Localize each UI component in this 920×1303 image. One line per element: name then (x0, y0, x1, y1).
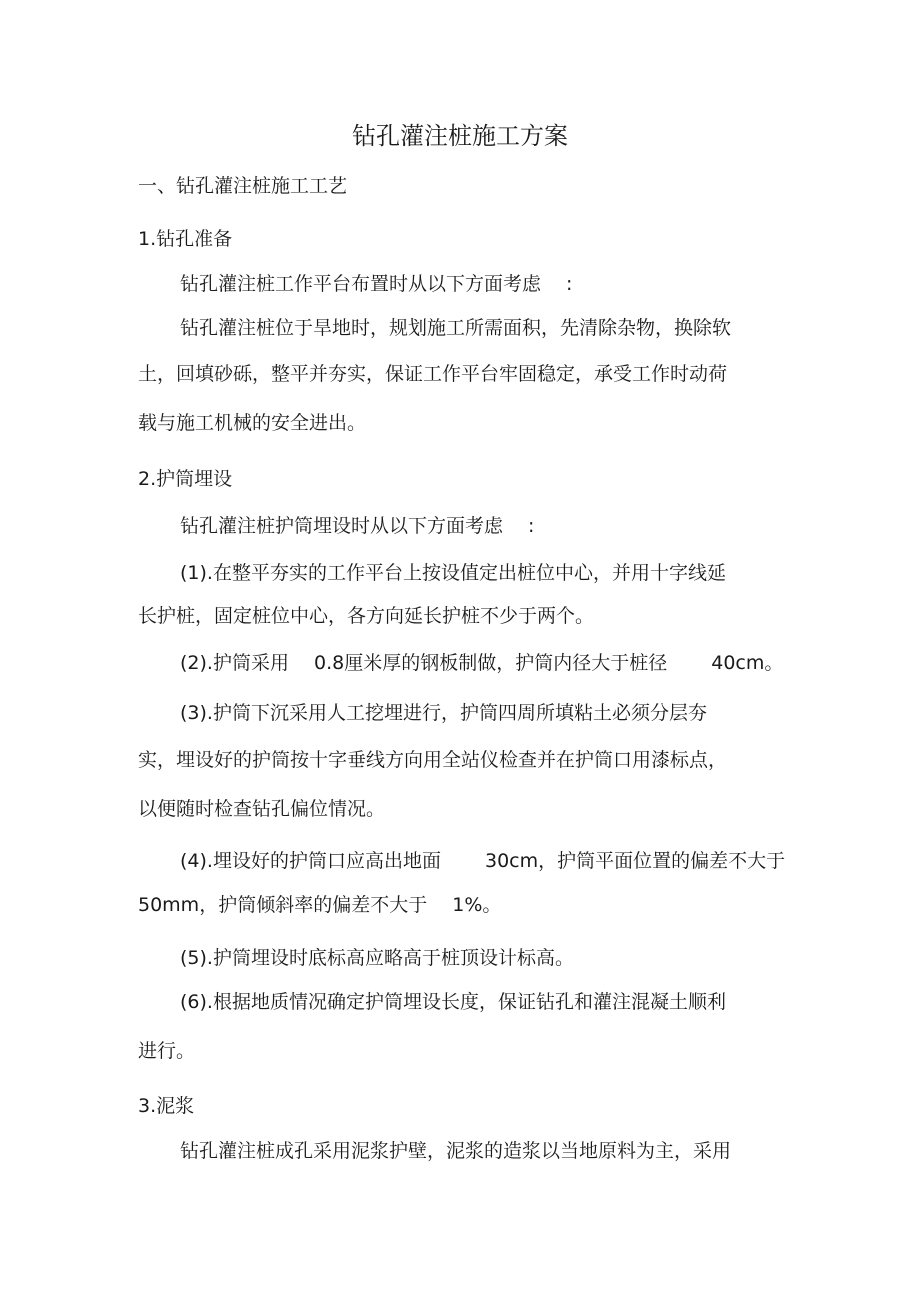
subsection-heading-1: 1.钻孔准备 (138, 228, 233, 250)
item-6-line-2: 进行。 (138, 1040, 196, 1062)
item-3-line-2: 实，埋设好的护筒按十字垂线方向用全站仪检查并在护筒口用漆标点， (138, 749, 728, 771)
item-3-line-1: (3).护筒下沉采用人工挖埋进行，护筒四周所填粘土必须分层夯 (180, 702, 707, 724)
paragraph-3-line-1: 钻孔灌注桩护筒埋设时从以下方面考虑 : (180, 515, 535, 537)
item-4-line-1: (4).埋设好的护筒口应高出地面 30cm，护筒平面位置的偏差不大于 (180, 850, 786, 872)
paragraph-1-line-1: 钻孔灌注桩工作平台布置时从以下方面考虑 : (180, 273, 573, 295)
item-2-line-1: (2).护筒采用 0.8厘米厚的钢板制做，护筒内径大于桩径 40cm。 (180, 652, 784, 674)
item-3-line-3: 以便随时检查钻孔偏位情况。 (138, 798, 386, 820)
paragraph-2-line-3: 载与施工机械的安全进出。 (138, 412, 367, 434)
item-1-line-1: (1).在整平夯实的工作平台上按设值定出桩位中心，并用十字线延 (180, 562, 726, 584)
item-6-line-1: (6).根据地质情况确定护筒埋设长度，保证钻孔和灌注混凝土顺利 (180, 991, 726, 1013)
paragraph-2-line-1: 钻孔灌注桩位于旱地时，规划施工所需面积，先清除杂物，换除软 (180, 317, 732, 339)
paragraph-4-line-1: 钻孔灌注桩成孔采用泥浆护壁，泥浆的造浆以当地原料为主，采用 (180, 1140, 732, 1162)
item-1-line-2: 长护桩，固定桩位中心，各方向延长护桩不少于两个。 (138, 605, 595, 627)
item-5-line-1: (5).护筒埋设时底标高应略高于桩顶设计标高。 (180, 947, 574, 969)
paragraph-2-line-2: 土，回填砂砾，整平并夯实，保证工作平台牢固稳定，承受工作时动荷 (138, 363, 728, 385)
subsection-heading-2: 2.护筒埋设 (138, 468, 233, 490)
section-heading-1: 一、钻孔灌注桩施工工艺 (138, 175, 348, 197)
document-title: 钻孔灌注桩施工方案 (352, 122, 568, 150)
item-4-line-2: 50mm，护筒倾斜率的偏差不大于 1%。 (138, 894, 502, 916)
subsection-heading-3: 3.泥浆 (138, 1095, 195, 1117)
